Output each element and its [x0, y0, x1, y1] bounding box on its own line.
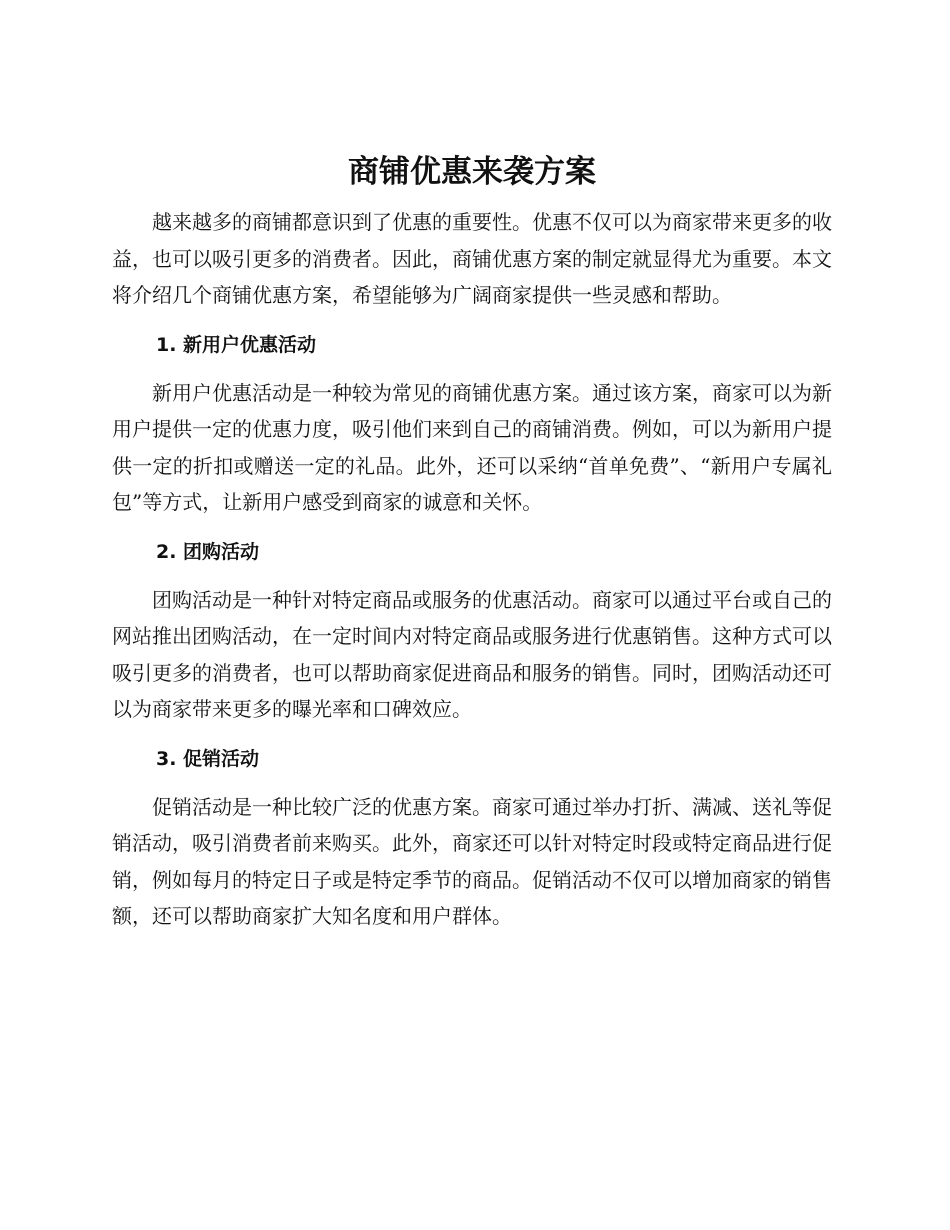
section-group-buy [112, 537, 832, 728]
section-promotion [112, 744, 832, 935]
section-paragraph: 团购活动是一种针对特定商品或服务的优惠活动。商家可以通过平台或自己的网站推出团购活动，在一定时间内对特定商品或服务进行优惠销售。这种方式可以吸引更多的消费者，也可以帮助商家促进商品和服务的销售。同时，团购活动还可以为商家带来更多的曝光率和口碑效应。 [112, 587, 832, 721]
section-heading: 3. 促销活动 [156, 747, 260, 770]
section-heading: 1. 新用户优惠活动 [156, 333, 317, 356]
intro-paragraph: 越来越多的商铺都意识到了优惠的重要性。优惠不仅可以为商家带来更多的收益，也可以吸引更多的消费者。因此，商铺优惠方案的制定就显得尤为重要。本文将介绍几个商铺优惠方案，希望能够为广阔商家提供一些灵感和帮助。 [112, 210, 832, 307]
document-page [112, 150, 832, 935]
section-heading: 2. 团购活动 [156, 540, 260, 563]
section-paragraph: 促销活动是一种比较广泛的优惠方案。商家可通过举办打折、满减、送礼等促销活动，吸引消费者前来购买。此外，商家还可以针对特定时段或特定商品进行促销，例如每月的特定日子或是特定季节的商品。促销活动不仅可以增加商家的销售额，还可以帮助商家扩大知名度和用户群体。 [112, 794, 832, 928]
section-paragraph: 新用户优惠活动是一种较为常见的商铺优惠方案。通过该方案，商家可以为新用户提供一定的优惠力度，吸引他们来到自己的商铺消费。例如，可以为新用户提供一定的折扣或赠送一定的礼品。此外，还可以采纳“首单免费”、“新用户专属礼包”等方式，让新用户感受到商家的诚意和关怀。 [112, 380, 832, 514]
section-new-user [112, 330, 832, 521]
document-title: 商铺优惠来袭方案 [348, 154, 596, 190]
